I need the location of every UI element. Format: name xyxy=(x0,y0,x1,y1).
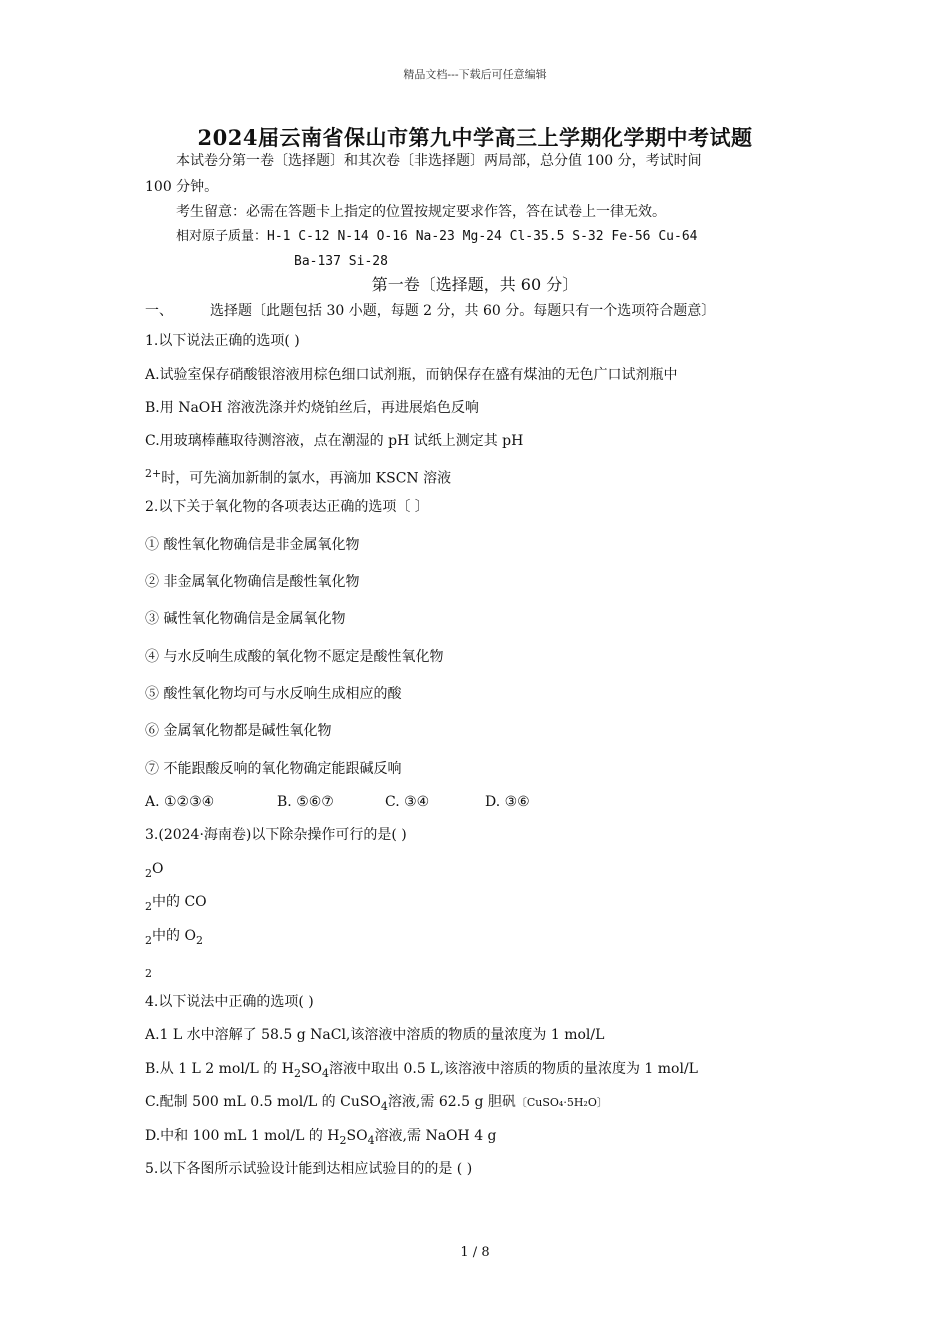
subscript: 2 xyxy=(145,933,152,947)
option-text: 溶液中取出 0.5 L,该溶液中溶质的物质的量浓度为 1 mol/L xyxy=(329,1061,698,1077)
option-text: 中的 O xyxy=(152,928,196,944)
question-4-option-d xyxy=(145,1127,497,1150)
option-text: D.中和 100 mL 1 mol/L 的 H xyxy=(145,1128,340,1144)
subscript: 2 xyxy=(195,933,203,947)
page-number: 1 / 8 xyxy=(460,1245,490,1260)
option-text: 时，可先滴加新制的氯水，再滴加 KSCN 溶液 xyxy=(161,470,452,487)
option-text: C.配制 500 mL 0.5 mol/L 的 CuSO xyxy=(145,1094,381,1110)
subscript: 2 xyxy=(145,966,152,980)
page-title: 2024届云南省保山市第九中学高三上学期化学期中考试题 xyxy=(197,125,753,150)
option-text: 溶液,需 NaOH 4 g xyxy=(374,1128,497,1144)
section-number: 一、 xyxy=(145,303,173,319)
section-title: 第一卷〔选择题，共 60 分〕 xyxy=(371,275,579,294)
question-4-option-c xyxy=(145,1093,608,1116)
subscript: 4 xyxy=(380,1099,388,1113)
question-2-option-b: B. ⑤⑥⑦ xyxy=(277,794,334,810)
question-3-stem: 3.(2024·海南卷)以下除杂操作可行的是( ) xyxy=(145,827,407,843)
question-2-statement-1: ① 酸性氧化物确信是非金属氧化物 xyxy=(145,537,360,553)
question-2-statement-6: ⑥ 金属氧化物都是碱性氧化物 xyxy=(145,723,332,739)
option-text: SO xyxy=(300,1061,323,1077)
question-2-statement-5: ⑤ 酸性氧化物均可与水反响生成相应的酸 xyxy=(145,686,402,702)
question-1-stem: 1.以下说法正确的选项( ) xyxy=(145,333,300,349)
option-text: 溶液,需 62.5 g 胆矾 xyxy=(387,1094,516,1110)
question-2-statement-7: ⑦ 不能跟酸反响的氧化物确定能跟碱反响 xyxy=(145,761,402,777)
option-text: O xyxy=(152,861,164,877)
question-3-option-d xyxy=(145,960,152,983)
question-2-statement-3: ③ 碱性氧化物确信是金属氧化物 xyxy=(145,611,346,627)
subscript: 4 xyxy=(322,1066,330,1080)
atomic-mass-line-2: Ba-137 Si-28 xyxy=(294,254,388,269)
question-4-stem: 4.以下说法中正确的选项( ) xyxy=(145,994,314,1010)
question-1-option-d xyxy=(145,465,451,488)
option-text: 中的 CO xyxy=(152,894,207,910)
question-2-option-a: A. ①②③④ xyxy=(145,794,215,810)
question-4-option-a: A.1 L 水中溶解了 58.5 g NaCl,该溶液中溶质的物质的量浓度为 1 mol/L xyxy=(145,1027,605,1043)
question-2-statement-2: ② 非金属氧化物确信是酸性氧化物 xyxy=(145,574,360,590)
page-header: 精品文档---下载后可任意编辑 xyxy=(403,68,547,81)
subscript: 4 xyxy=(367,1133,375,1147)
question-1-option-a: A.试验室保存硝酸银溶液用棕色细口试剂瓶，而钠保存在盛有煤油的无色广口试剂瓶中 xyxy=(145,367,678,383)
question-4-option-b xyxy=(145,1060,698,1083)
superscript: 2+ xyxy=(145,467,162,480)
intro-line-1: 本试卷分第一卷〔选择题〕和其次卷〔非选择题〕两局部，总分值 100 分，考试时间 xyxy=(176,153,702,169)
question-2-options xyxy=(145,793,530,811)
option-text: B.从 1 L 2 mol/L 的 H xyxy=(145,1061,294,1077)
intro-line-3: 考生留意：必需在答题卡上指定的位置按规定要求作答，答在试卷上一律无效。 xyxy=(176,204,666,220)
subscript: 2 xyxy=(339,1133,347,1147)
option-text: SO xyxy=(346,1128,368,1144)
question-3-option-c xyxy=(145,927,203,950)
subscript: 2 xyxy=(293,1066,301,1080)
section-instructions: 选择题〔此题包括 30 小题，每题 2 分，共 60 分。每题只有一个选项符合题意〕 xyxy=(210,303,716,319)
question-2-statement-4: ④ 与水反响生成酸的氧化物不愿定是酸性氧化物 xyxy=(145,649,444,665)
atomic-mass-line: 相对原子质量：H-1 C-12 N-14 O-16 Na-23 Mg-24 Cl-35.5 S-32 Fe-56 Cu-64 xyxy=(176,229,698,244)
question-2-option-c: C. ③④ xyxy=(385,794,430,810)
question-1-option-c: C.用玻璃棒蘸取待测溶液，点在潮湿的 pH 试纸上测定其 pH xyxy=(145,433,524,449)
question-5-stem: 5.以下各图所示试验设计能到达相应试验目的的是 ( ) xyxy=(145,1161,473,1177)
question-3-option-b xyxy=(145,893,207,916)
question-1-option-b: B.用 NaOH 溶液洗涤并灼烧铂丝后，再进展焰色反响 xyxy=(145,400,479,416)
question-2-stem: 2.以下关于氧化物的各项表达正确的选项〔 〕 xyxy=(145,499,429,515)
subscript: 2 xyxy=(145,866,152,880)
subscript: 2 xyxy=(145,899,152,913)
intro-line-2: 100 分钟。 xyxy=(145,179,219,195)
question-3-option-a xyxy=(145,860,163,883)
question-2-option-d: D. ③⑥ xyxy=(485,794,530,810)
formula-note: 〔CuSO₄·5H₂O〕 xyxy=(515,1096,608,1109)
